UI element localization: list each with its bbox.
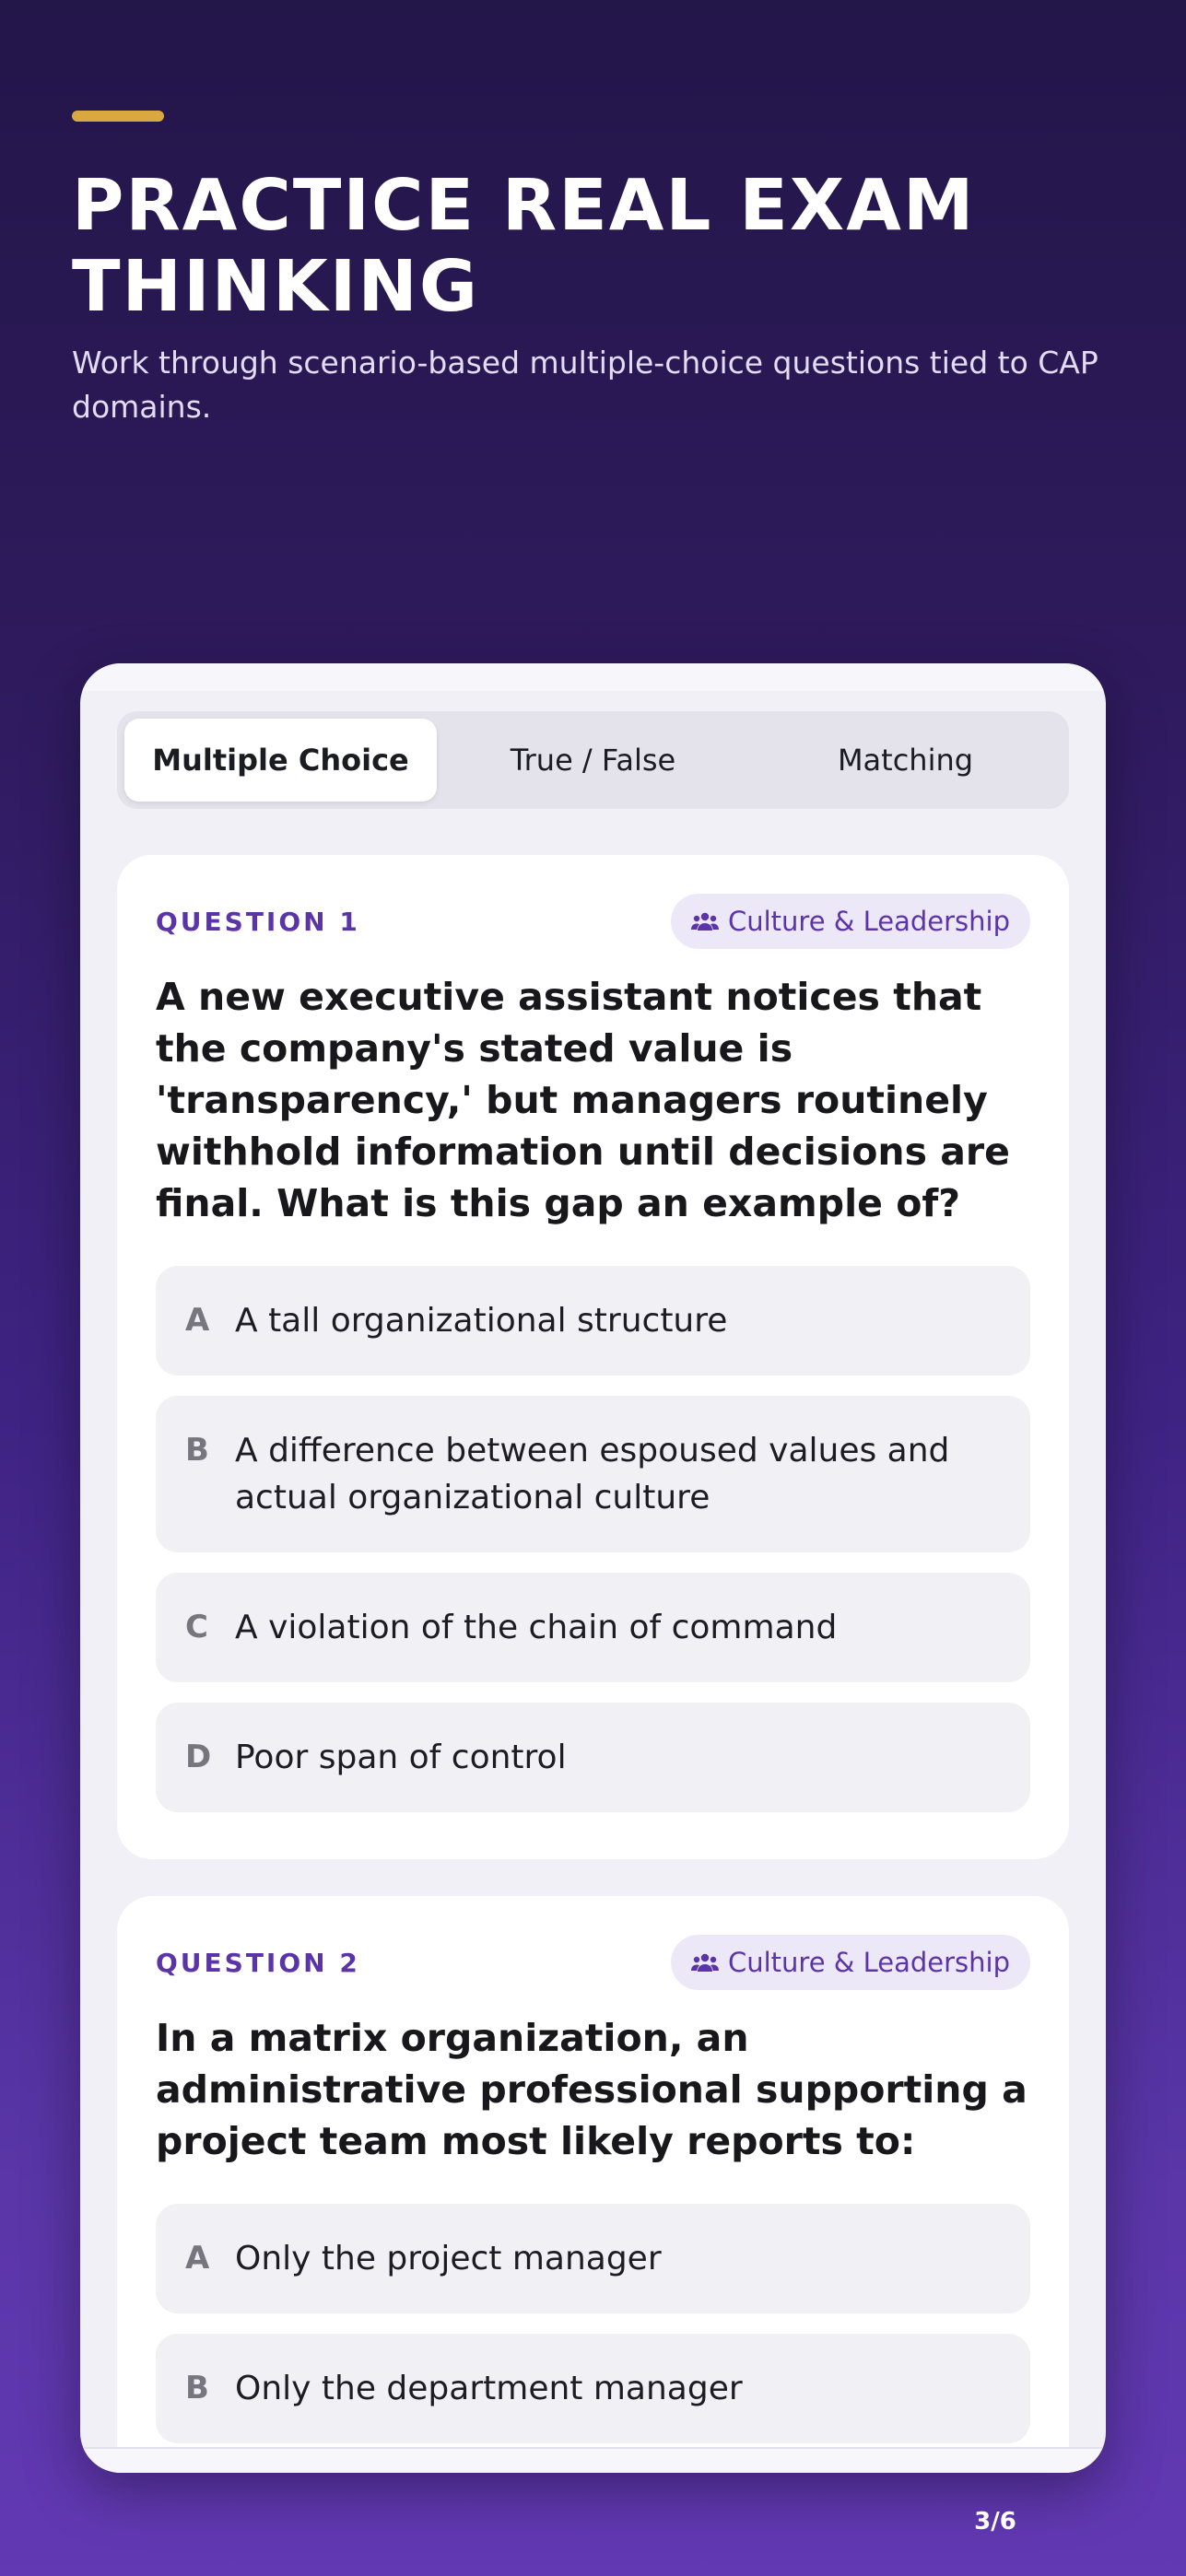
- domain-badge: [671, 1935, 1030, 1990]
- people-icon: [691, 911, 719, 931]
- option-text: Poor span of control: [235, 1739, 567, 1776]
- option-letter: A: [185, 2240, 210, 2277]
- option-letter: B: [185, 1432, 209, 1469]
- option-text: Only the department manager: [235, 2370, 743, 2407]
- option-letter: C: [185, 1609, 208, 1645]
- option-letter: D: [185, 1739, 212, 1775]
- option-text: Only the project manager: [235, 2240, 662, 2277]
- option-text: A violation of the chain of command: [235, 1609, 838, 1646]
- option-text: A difference between espoused values and actual organizational culture: [235, 1432, 950, 1516]
- question-number: QUESTION 1: [156, 906, 360, 937]
- tab-true-false[interactable]: True / False: [510, 743, 676, 778]
- answer-option-d[interactable]: [156, 1703, 1030, 1812]
- domain-badge-label: Culture & Leadership: [727, 906, 1010, 937]
- status-strip: [80, 663, 1106, 691]
- question-card: [117, 855, 1069, 1859]
- domain-badge: [671, 894, 1030, 949]
- domain-badge-label: Culture & Leadership: [727, 1947, 1010, 1978]
- page-title: PRACTICE REAL EXAM THINKING: [72, 165, 976, 328]
- option-letter: B: [185, 2370, 209, 2406]
- phone-screen: [80, 663, 1106, 2473]
- page-subtitle: Work through scenario-based multiple-choice questions tied to CAP domains.: [72, 345, 1098, 425]
- answer-options: [156, 1266, 1030, 1812]
- people-icon: [691, 1952, 719, 1973]
- question-text: In a matrix organization, an administrative professional supporting a project team most likely reports to:: [156, 2016, 1027, 2163]
- answer-option-b[interactable]: [156, 2334, 1030, 2443]
- question-number: QUESTION 2: [156, 1947, 360, 1978]
- accent-bar: [72, 111, 164, 122]
- tab-multiple-choice[interactable]: Multiple Choice: [124, 719, 437, 802]
- question-card: [117, 1896, 1069, 2473]
- answer-option-c[interactable]: [156, 1573, 1030, 1682]
- answer-options: [156, 2204, 1030, 2443]
- question-text: A new executive assistant notices that the company's stated value is 'transparency,' but managers routinely withhold information until decisions are final. What is this gap an example of?: [156, 975, 1010, 1225]
- tab-bar-edge: [80, 2447, 1106, 2473]
- question-type-tabs: [117, 711, 1069, 809]
- answer-option-b[interactable]: [156, 1396, 1030, 1552]
- option-text: A tall organizational structure: [235, 1302, 728, 1340]
- answer-option-a[interactable]: [156, 1266, 1030, 1376]
- answer-option-a[interactable]: [156, 2204, 1030, 2313]
- option-letter: A: [185, 1302, 210, 1339]
- tab-matching[interactable]: Matching: [837, 743, 974, 778]
- page-indicator: 3/6: [974, 2508, 1016, 2535]
